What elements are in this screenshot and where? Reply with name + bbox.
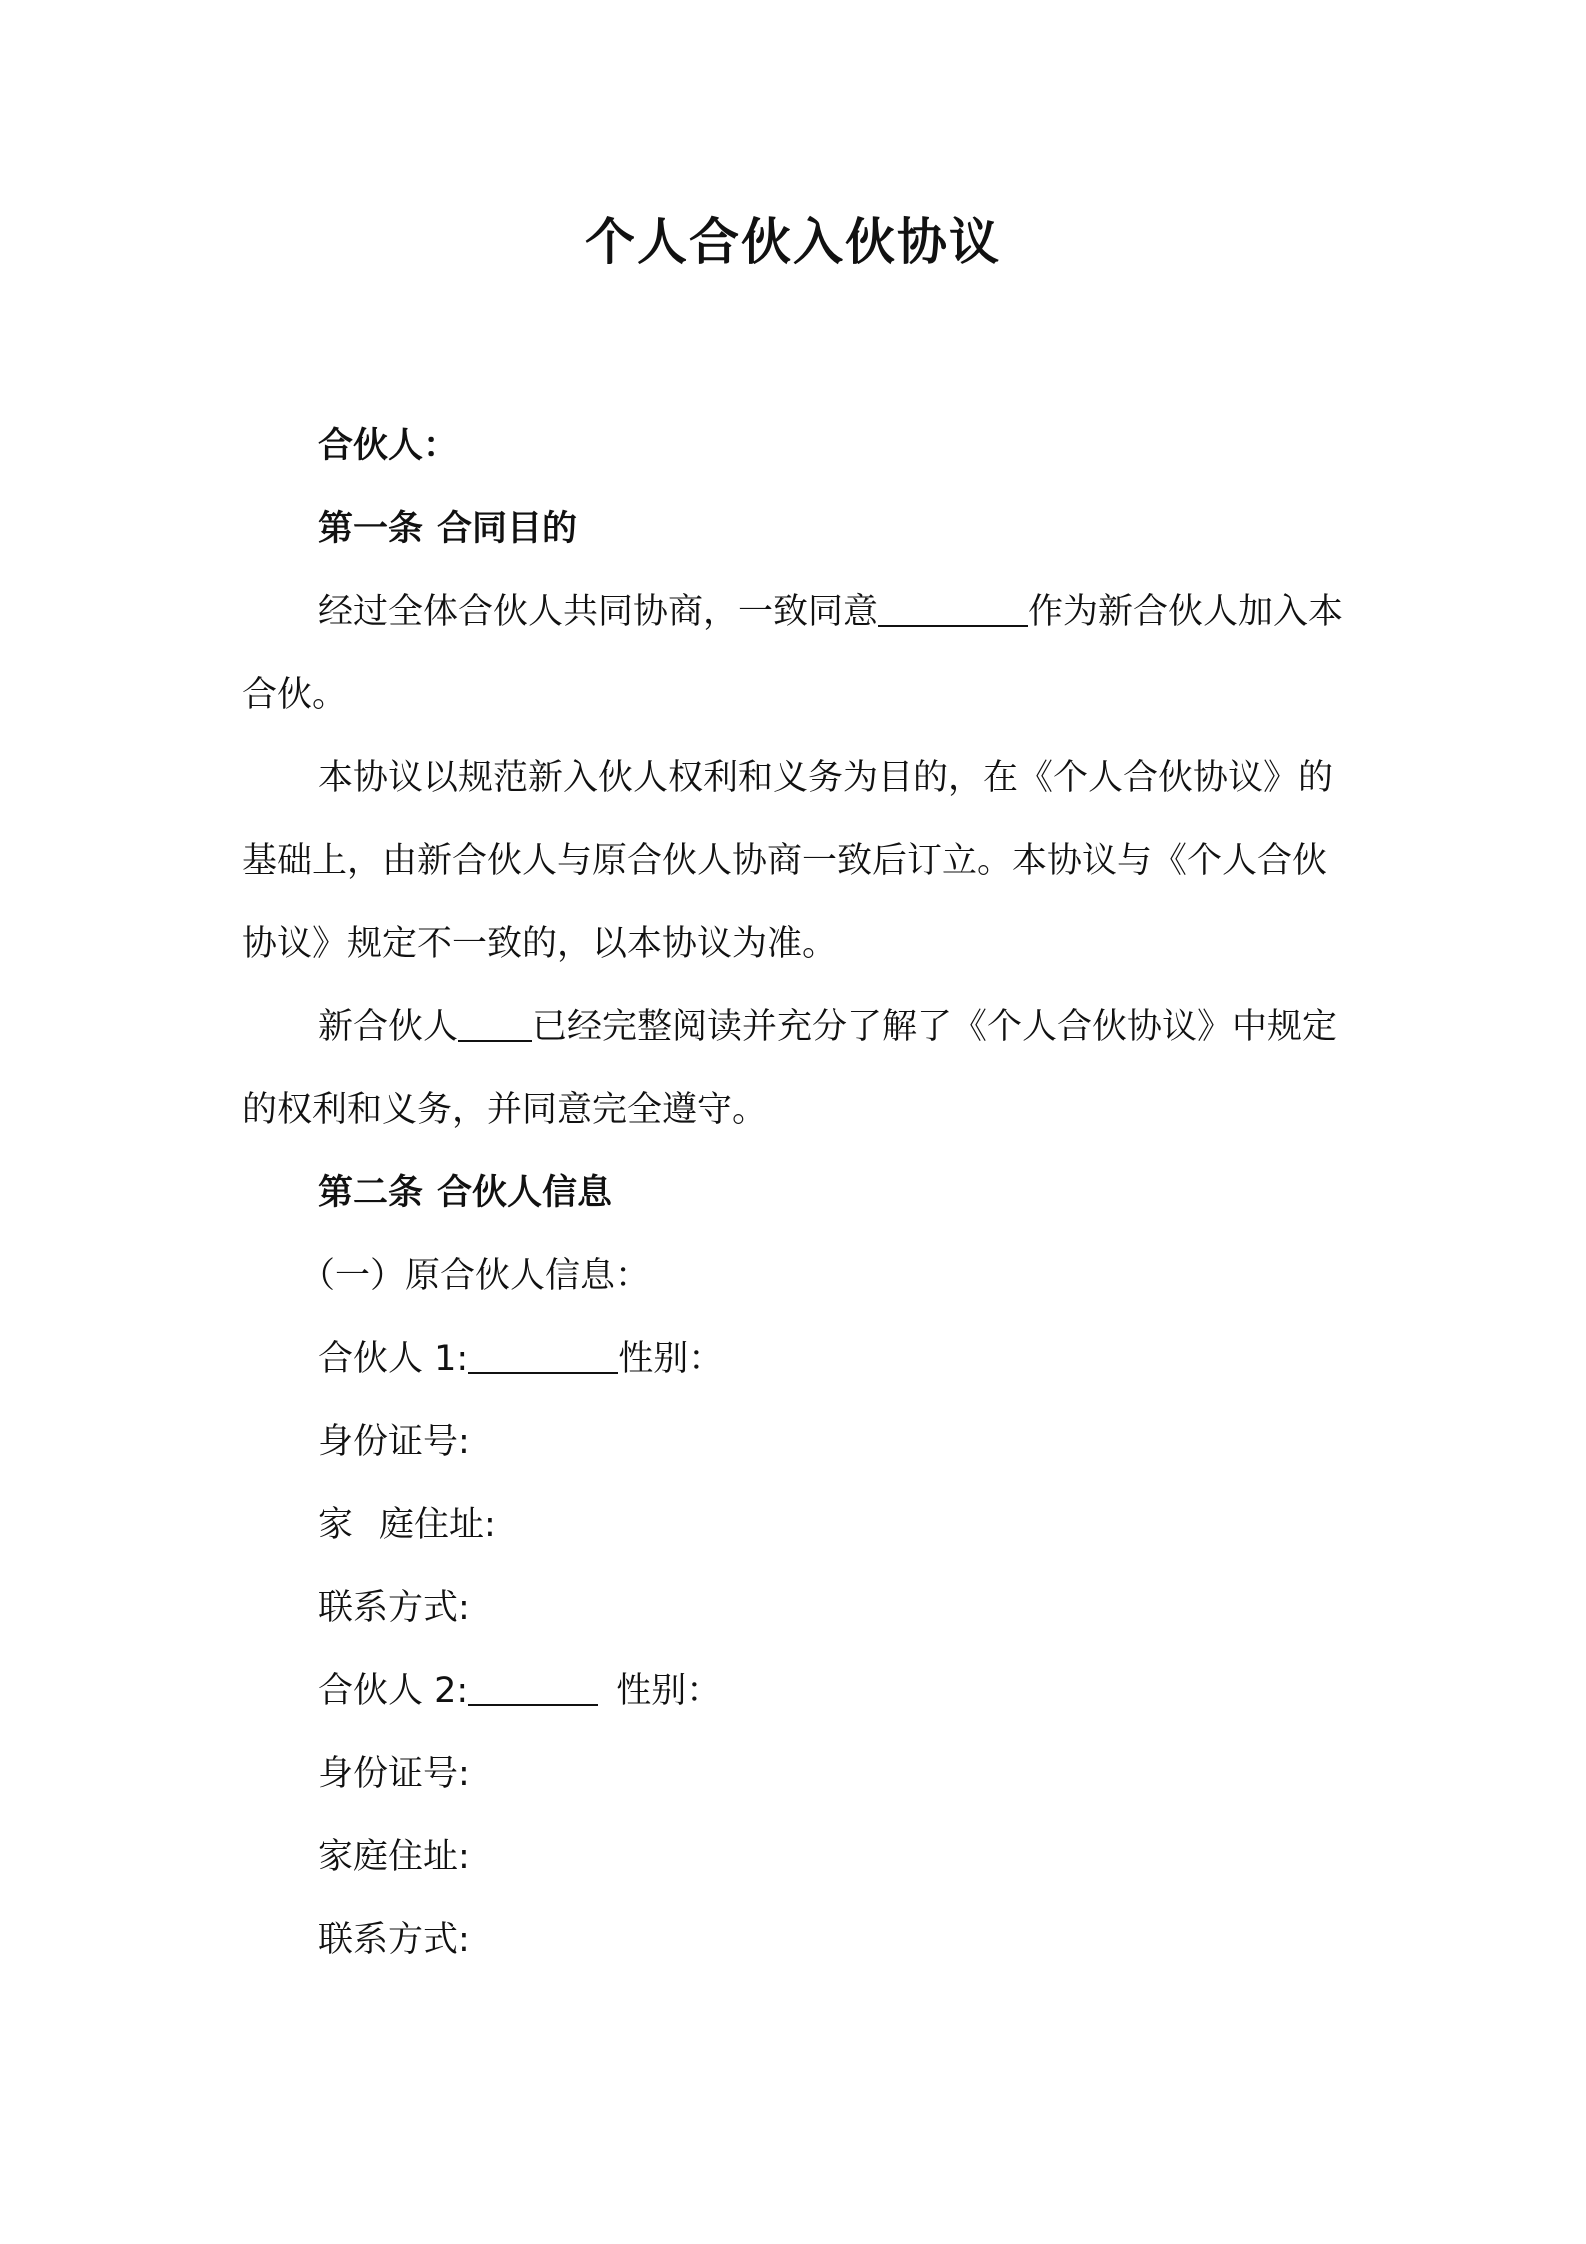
original-partners-subheading: （一）原合伙人信息：	[300, 1256, 651, 1296]
partner1-gender-label: 性别：	[618, 1339, 724, 1379]
article1-paragraph-2: 本协议以规范新入伙人权利和义务为目的，在《个人合伙协议》的基础上，由新合伙人与原合伙人协商一致后订立。本协议与《个人合伙协议》规定不一致的，以本协议为准。	[242, 758, 1334, 964]
partner2-address-label: 家庭住址:	[318, 1837, 470, 1877]
article1-number: 第一条	[318, 509, 424, 549]
article1-paragraph-3	[242, 986, 1354, 1152]
new-partner-blank	[458, 1010, 532, 1042]
partner1-address-row	[242, 1484, 1354, 1567]
article2-title: 合伙人信息	[437, 1173, 613, 1213]
article2-number: 第二条	[318, 1173, 424, 1213]
partners-label: 合伙人：	[318, 426, 459, 466]
article1-heading	[242, 488, 1354, 571]
partner1-name-label: 合伙人 1:	[318, 1339, 469, 1379]
article2-heading	[242, 1152, 1354, 1235]
partner1-contact-label: 联系方式:	[318, 1588, 470, 1628]
article1-p1-text-a: 经过全体合伙人共同协商，一致同意	[318, 592, 879, 632]
article1-p1-text-b: 作为新合伙人加入本合伙。	[242, 592, 1344, 715]
article1-title: 合同目的	[437, 509, 578, 549]
document-title: 个人合伙入伙协议	[585, 213, 1001, 271]
partner1-address-label-a: 家	[318, 1505, 354, 1545]
partner2-contact-label: 联系方式:	[318, 1920, 470, 1960]
partner1-id-label: 身份证号:	[318, 1422, 470, 1462]
new-partner-name-blank	[878, 595, 1028, 627]
article1-p3-text-b: 已经完整阅读并充分了解了《个人合伙协议》中规定的权利和义务，并同意完全遵守。	[242, 1007, 1338, 1130]
document-body	[242, 405, 1354, 1982]
partner1-name-blank	[468, 1342, 618, 1374]
partner2-gender-label: 性别：	[616, 1671, 722, 1711]
partner2-id-label: 身份证号:	[318, 1754, 470, 1794]
partner2-name-row	[242, 1650, 1354, 1733]
article1-paragraph-1	[242, 571, 1354, 737]
partner1-address-label-b: 庭住址:	[379, 1505, 496, 1545]
partner2-name-blank	[468, 1674, 598, 1706]
partner2-name-label: 合伙人 2:	[318, 1671, 469, 1711]
partner1-name-row	[242, 1318, 1354, 1401]
article1-p3-text-a: 新合伙人	[318, 1007, 459, 1047]
